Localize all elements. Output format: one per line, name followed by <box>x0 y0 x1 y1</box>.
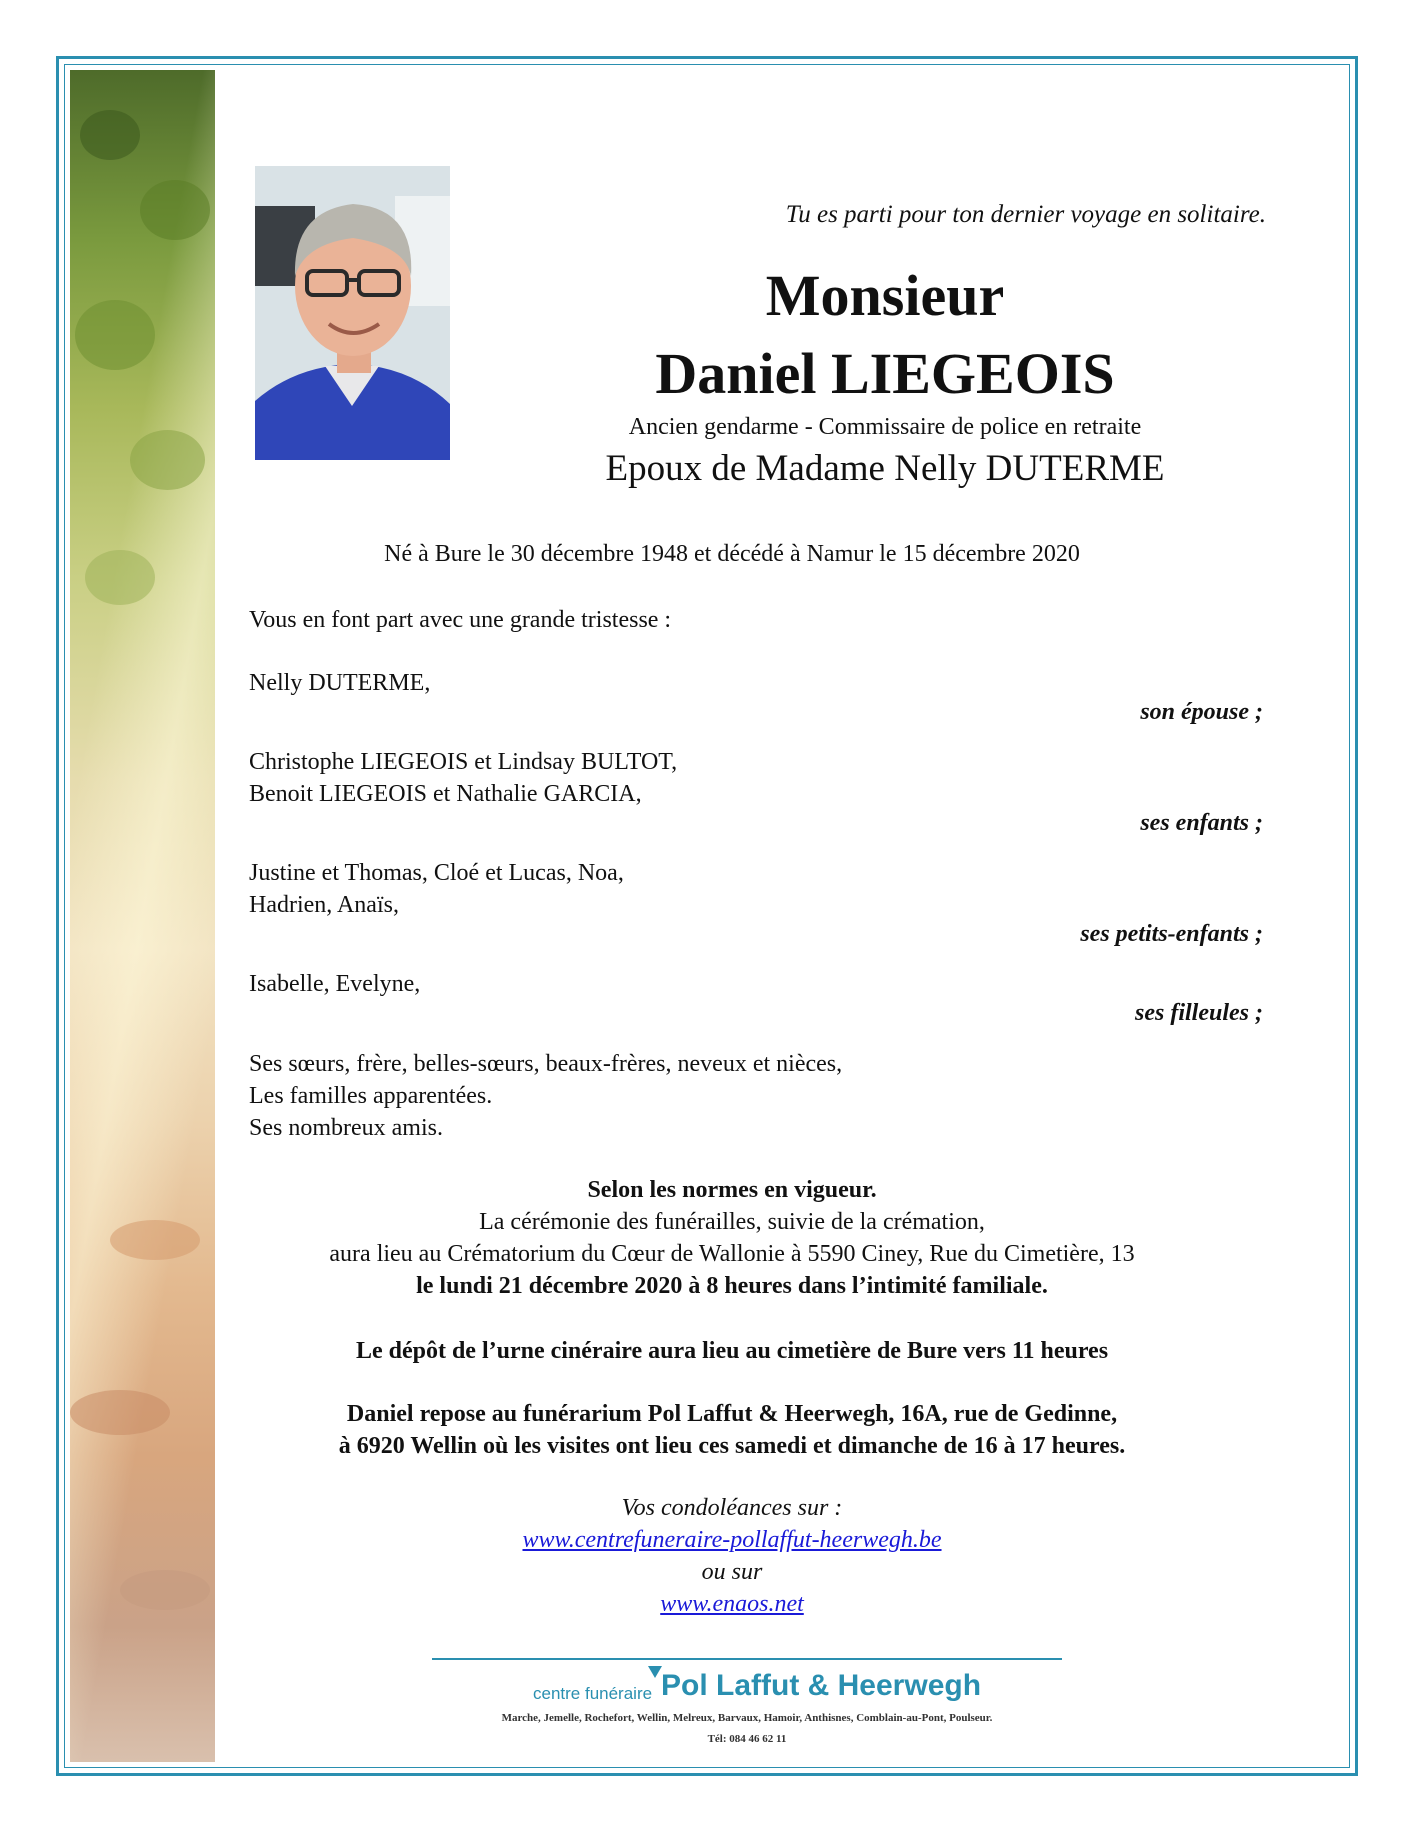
urn-line: Le dépôt de l’urne cinéraire aura lieu au cimetière de Bure vers 11 heures <box>355 1338 1109 1364</box>
side-forest-image <box>70 70 215 1762</box>
deceased-name: Daniel LIEGEOIS <box>655 341 1115 406</box>
footer-logo-name: Pol Laffut & Heerwegh <box>661 1669 982 1702</box>
footer-phone: Tél: 084 46 62 11 <box>707 1733 787 1745</box>
rest-line-1: Daniel repose au funérarium Pol Laffut & Heerwegh, 16A, rue de Gedinne, <box>346 1401 1118 1427</box>
relation-children: ses enfants ; <box>1140 810 1263 836</box>
spouse-line: Epoux de Madame Nelly DUTERME <box>605 448 1165 489</box>
ceremony-block <box>250 1174 1214 1302</box>
condolences-label: Vos condoléances sur : <box>621 1495 843 1521</box>
other-relatives-line: Les familles apparentées. <box>249 1083 493 1109</box>
portrait-illustration <box>255 166 450 460</box>
family-group-grandchildren <box>249 857 624 921</box>
norms-line: Selon les normes en vigueur. <box>587 1177 877 1203</box>
rest-line-2: à 6920 Wellin où les visites ont lieu ces samedi et dimanche de 16 à 17 heures. <box>338 1433 1126 1459</box>
footer-divider <box>432 1658 1062 1660</box>
intro-text: Vous en font part avec une grande tristesse : <box>249 607 672 633</box>
ceremony-line-2: aura lieu au Crématorium du Cœur de Wallonie à 5590 Ciney, Rue du Cimetière, 13 <box>329 1241 1135 1267</box>
ceremony-date-line: le lundi 21 décembre 2020 à 8 heures dans l’intimité familiale. <box>416 1273 1048 1299</box>
family-group-goddaughters <box>249 968 420 1000</box>
footer-logo-small-text: centre funéraire <box>533 1684 653 1703</box>
family-name-line: Justine et Thomas, Cloé et Lucas, Noa, <box>249 860 624 886</box>
title-honorific: Monsieur <box>765 263 1005 328</box>
birth-death-line: Né à Bure le 30 décembre 1948 et décédé à Namur le 15 décembre 2020 <box>384 541 1080 567</box>
ceremony-line-1: La cérémonie des funérailles, suivie de la crémation, <box>479 1209 985 1235</box>
other-relatives <box>249 1048 842 1144</box>
epigraph: Tu es parti pour ton dernier voyage en solitaire. <box>785 201 1266 228</box>
logo-arrow-icon <box>648 1666 662 1678</box>
condolences-block <box>250 1492 1214 1620</box>
other-relatives-line: Ses sœurs, frère, belles-sœurs, beaux-frères, neveux et nièces, <box>249 1051 843 1077</box>
other-relatives-line: Ses nombreux amis. <box>249 1115 443 1141</box>
family-name-line: Benoit LIEGEOIS et Nathalie GARCIA, <box>249 781 642 807</box>
relation-spouse: son épouse ; <box>1140 699 1263 725</box>
family-name-line: Nelly DUTERME, <box>249 670 431 696</box>
relation-goddaughters: ses filleules ; <box>1135 1000 1263 1026</box>
relation-grandchildren: ses petits-enfants ; <box>1080 921 1263 947</box>
or-text: ou sur <box>701 1559 763 1585</box>
family-name-line: Isabelle, Evelyne, <box>249 971 421 997</box>
family-group-children <box>249 746 677 810</box>
portrait-photo <box>255 166 450 460</box>
family-name-line: Hadrien, Anaïs, <box>249 892 399 918</box>
family-group-spouse <box>249 667 430 699</box>
enaos-link[interactable]: www.enaos.net <box>660 1591 804 1617</box>
footer-towns: Marche, Jemelle, Rochefort, Wellin, Melreux, Barvaux, Hamoir, Anthisnes, Comblain-au-Pont, Poulseur. <box>501 1712 993 1724</box>
rest-block <box>250 1398 1214 1462</box>
funeral-home-link[interactable]: www.centrefuneraire-pollaffut-heerwegh.be <box>522 1527 942 1553</box>
family-name-line: Christophe LIEGEOIS et Lindsay BULTOT, <box>249 749 678 775</box>
deceased-role: Ancien gendarme - Commissaire de police en retraite <box>628 414 1142 440</box>
